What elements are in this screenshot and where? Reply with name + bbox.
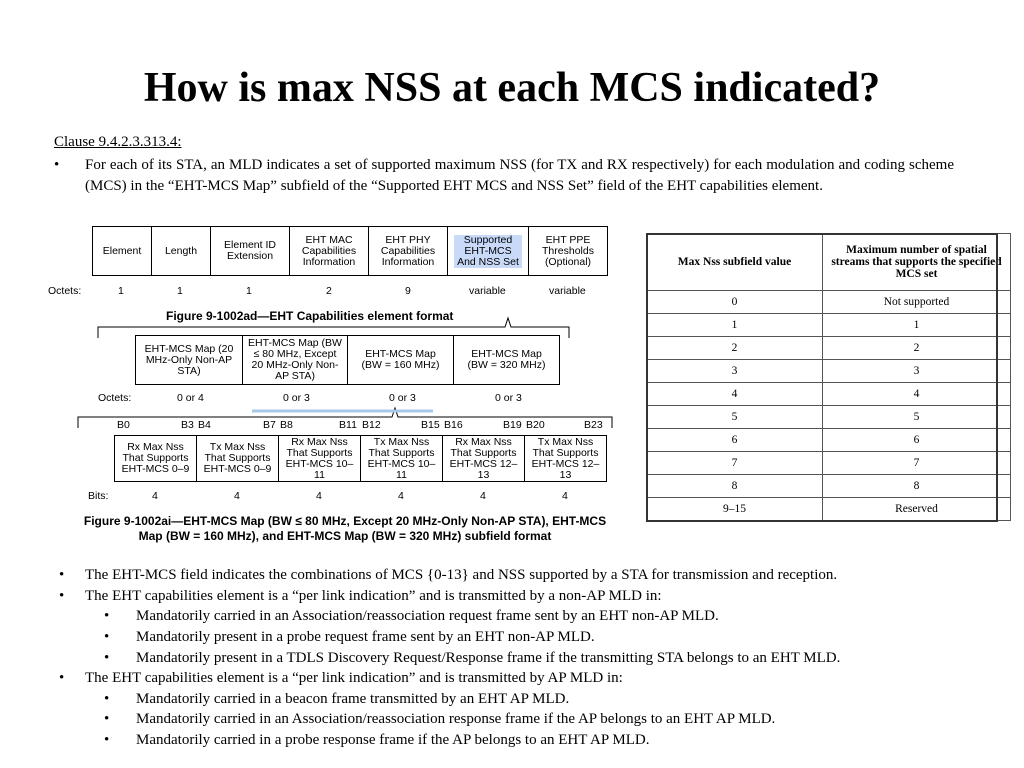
list-item	[59, 586, 979, 606]
field-rx-nss-mcs-0-9: Rx Max Nss That Supports EHT-MCS 0–9	[114, 435, 197, 482]
bit-label: B11	[339, 419, 357, 431]
octet-value: 0 or 4	[177, 392, 204, 404]
table-header: Maximum number of spatial streams that supports the specified MCS set	[823, 234, 1011, 291]
field-supported-eht-mcs-nss-set	[447, 226, 529, 276]
table-row	[647, 337, 1011, 360]
table-row	[647, 498, 1011, 521]
bullet-glyph: •	[59, 670, 65, 686]
table-cell: 4	[823, 383, 1011, 406]
field-tx-nss-mcs-10-11: Tx Max Nss That Supports EHT-MCS 10–11	[360, 435, 443, 482]
bullet-glyph: •	[59, 588, 65, 604]
list-item-text: The EHT capabilities element is a “per link indication” and is transmitted by a non-AP MLD in:	[85, 588, 662, 604]
octet-value: 1	[246, 285, 252, 297]
bullet-glyph: •	[104, 650, 110, 666]
table-row	[647, 475, 1011, 498]
field-eht-ppe-thresholds: EHT PPE Thresholds (Optional)	[528, 226, 608, 276]
bullet-glyph: •	[54, 157, 60, 173]
slide-title: How is max NSS at each MCS indicated?	[143, 65, 881, 111]
field-mcs-map-80mhz: EHT-MCS Map (BW ≤ 80 MHz, Except 20 MHz-Only Non-AP STA)	[242, 335, 348, 385]
table-cell: 5	[647, 406, 823, 429]
octet-value: 0 or 3	[283, 392, 310, 404]
field-mcs-map-160mhz: EHT-MCS Map (BW = 160 MHz)	[347, 335, 454, 385]
bit-count: 4	[234, 490, 240, 502]
table-cell: 2	[647, 337, 823, 360]
figure-caption-capabilities: Figure 9-1002ad—EHT Capabilities element format	[166, 309, 454, 323]
list-item	[59, 668, 979, 688]
list-item	[59, 565, 979, 585]
table-cell: Reserved	[823, 498, 1011, 521]
table-row	[647, 360, 1011, 383]
bit-label: B15	[421, 419, 440, 431]
table-cell: 7	[823, 452, 1011, 475]
table-header: Max Nss subfield value	[647, 234, 823, 291]
table-cell: 1	[823, 314, 1011, 337]
table-cell: 9–15	[647, 498, 823, 521]
clause-reference: Clause 9.4.2.3.313.4:	[54, 134, 182, 150]
table-row	[647, 406, 1011, 429]
bullet-glyph: •	[104, 608, 110, 624]
bullet-glyph: •	[104, 711, 110, 727]
octet-value: 0 or 3	[495, 392, 522, 404]
field-mcs-map-20mhz: EHT-MCS Map (20 MHz-Only Non-AP STA)	[135, 335, 243, 385]
bullet-glyph: •	[104, 732, 110, 748]
list-item	[104, 606, 984, 626]
list-item-text: Mandatorily present in a probe request frame sent by an EHT non-AP MLD.	[136, 629, 595, 645]
bit-count: 4	[562, 490, 568, 502]
bit-label: B20	[526, 419, 545, 431]
bit-count: 4	[152, 490, 158, 502]
field-eht-phy-capabilities: EHT PHY Capabilities Information	[368, 226, 448, 276]
field-mcs-map-320mhz: EHT-MCS Map (BW = 320 MHz)	[453, 335, 560, 385]
bit-label: B12	[362, 419, 381, 431]
field-rx-nss-mcs-10-11: Rx Max Nss That Supports EHT-MCS 10–11	[278, 435, 361, 482]
bit-label: B0	[117, 419, 130, 431]
list-item-text: The EHT capabilities element is a “per link indication” and is transmitted by AP MLD in:	[85, 670, 623, 686]
table-cell: 2	[823, 337, 1011, 360]
octet-value: 0 or 3	[389, 392, 416, 404]
list-item	[104, 627, 984, 647]
bit-count: 4	[398, 490, 404, 502]
bit-label: B8	[280, 419, 293, 431]
field-eht-mac-capabilities: EHT MAC Capabilities Information	[289, 226, 369, 276]
field-rx-nss-mcs-12-13: Rx Max Nss That Supports EHT-MCS 12–13	[442, 435, 525, 482]
bit-count: 4	[316, 490, 322, 502]
table-row	[647, 291, 1011, 314]
intro-bullet	[54, 155, 954, 217]
octet-value: 1	[177, 285, 183, 297]
list-item	[104, 648, 984, 668]
list-item	[104, 709, 984, 729]
list-item-text: The EHT-MCS field indicates the combinations of MCS {0-13} and NSS supported by a STA for transmission and reception.	[85, 567, 838, 583]
list-item	[104, 730, 984, 750]
octet-value: variable	[549, 285, 586, 297]
list-item-text: Mandatorily carried in an Association/reassociation response frame if the AP belongs to an EHT AP MLD.	[136, 711, 776, 727]
table-row	[647, 429, 1011, 452]
field-element-id-extension: Element ID Extension	[210, 226, 290, 276]
bullet-glyph: •	[59, 567, 65, 583]
table-row	[647, 383, 1011, 406]
table-cell: 6	[647, 429, 823, 452]
table-cell: 7	[647, 452, 823, 475]
list-item-text: Mandatorily present in a TDLS Discovery Request/Response frame if the transmitting STA belongs to an EHT MLD.	[136, 650, 841, 666]
table-cell: 8	[823, 475, 1011, 498]
list-item	[104, 689, 984, 709]
bullet-glyph: •	[104, 691, 110, 707]
table-cell: 3	[823, 360, 1011, 383]
octet-value: 9	[405, 285, 411, 297]
max-nss-table	[646, 233, 1011, 521]
table-header-row	[647, 234, 1011, 291]
bit-label: B3	[181, 419, 194, 431]
bullet-glyph: •	[104, 629, 110, 645]
field-tx-nss-mcs-0-9: Tx Max Nss That Supports EHT-MCS 0–9	[196, 435, 279, 482]
table-cell: 3	[647, 360, 823, 383]
table-cell: 6	[823, 429, 1011, 452]
table-cell: Not supported	[823, 291, 1011, 314]
bit-label: B19	[503, 419, 522, 431]
octet-value: variable	[469, 285, 506, 297]
intro-bullet-text: For each of its STA, an MLD indicates a set of supported maximum NSS (for TX and RX respectively) for each modulation and coding scheme (MCS) in the “EHT-MCS Map” subfield of the “Supported EHT MCS and NSS Set” field of the EHT capabilities element.	[85, 157, 954, 194]
table-row	[647, 452, 1011, 475]
highlighted-field-label: Supported EHT-MCS And NSS Set	[454, 235, 522, 268]
table-cell: 4	[647, 383, 823, 406]
bit-label: B16	[444, 419, 463, 431]
field-tx-nss-mcs-12-13: Tx Max Nss That Supports EHT-MCS 12–13	[524, 435, 607, 482]
field-length: Length	[151, 226, 211, 276]
table-cell: 0	[647, 291, 823, 314]
field-element: Element	[92, 226, 152, 276]
list-item-text: Mandatorily carried in an Association/reassociation request frame sent by an EHT non-AP MLD.	[136, 608, 719, 624]
octets-label: Octets:	[48, 285, 82, 297]
list-item-text: Mandatorily carried in a probe response frame if the AP belongs to an EHT AP MLD.	[136, 732, 650, 748]
bit-label: B7	[263, 419, 276, 431]
octet-value: 1	[118, 285, 124, 297]
table-cell: 1	[647, 314, 823, 337]
bit-label: B4	[198, 419, 211, 431]
octet-value: 2	[326, 285, 332, 297]
table-cell: 8	[647, 475, 823, 498]
octets-label: Octets:	[98, 392, 132, 404]
table-cell: 5	[823, 406, 1011, 429]
list-item-text: Mandatorily carried in a beacon frame transmitted by an EHT AP MLD.	[136, 691, 570, 707]
bits-label: Bits:	[88, 490, 109, 502]
bit-label: B23	[584, 419, 603, 431]
bit-count: 4	[480, 490, 486, 502]
table-row	[647, 314, 1011, 337]
figure-caption-mcs-map: Figure 9-1002ai—EHT-MCS Map (BW ≤ 80 MHz, Except 20 MHz-Only Non-AP STA), EHT-MCS Map (BW = 160 MHz), and EHT-MCS Map (BW = 320 MHz) subfield format	[83, 514, 607, 543]
